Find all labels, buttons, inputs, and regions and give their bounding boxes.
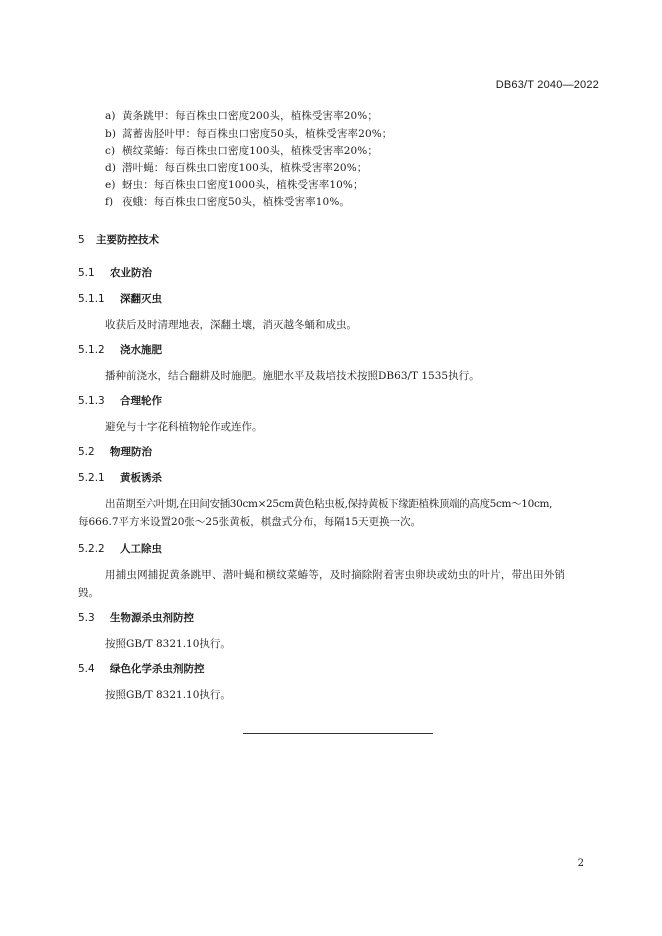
section-title: 浇水施肥	[120, 344, 162, 356]
list-item	[105, 108, 378, 123]
section-heading	[78, 444, 152, 459]
list-text: 黄条跳甲：每百株虫口密度200头，植株受害率20%；	[122, 110, 378, 122]
list-item	[105, 160, 367, 175]
list-marker: b)	[105, 128, 117, 140]
paragraph: 按照GB/T 8321.10执行。	[105, 689, 231, 701]
section-heading	[78, 232, 159, 247]
section-title: 合理轮作	[120, 395, 162, 407]
list-text: 潜叶蝇：每百株虫口密度100头，植株受害率20%；	[122, 162, 368, 174]
paragraph-line: 毁。	[78, 587, 99, 599]
section-heading	[78, 541, 162, 556]
section-heading	[78, 291, 162, 306]
section-number: 5.2.2	[78, 543, 105, 555]
paragraph-line: 出苗期至六叶期,在田间安插30cm×25cm黄色粘虫板,保持黄板下缘距植株顶端的高度5cm～10cm,	[105, 498, 553, 510]
paragraph: 按照GB/T 8321.10执行。	[105, 638, 231, 650]
section-number: 5.1.2	[78, 344, 105, 356]
section-number: 5.1.3	[78, 395, 105, 407]
list-item	[105, 143, 378, 158]
section-number: 5.1.1	[78, 293, 105, 305]
section-number: 5.1	[78, 267, 95, 279]
list-text: 蒿蓄齿胫叶甲：每百株虫口密度50头，植株受害率20%；	[122, 128, 393, 140]
section-title: 物理防治	[110, 446, 152, 458]
list-marker: c)	[105, 145, 116, 157]
section-title: 黄板诱杀	[120, 472, 162, 484]
paragraph: 避免与十字花科植物轮作或连作。	[105, 421, 263, 433]
list-text: 蚜虫：每百株虫口密度1000头，植株受害率10%；	[122, 179, 364, 191]
list-marker: a)	[105, 110, 116, 122]
paragraph-line: 用捕虫网捕捉黄条跳甲、潜叶蝇和横纹菜蝽等，及时摘除附着害虫卵块或幼虫的叶片，带出田外销	[105, 569, 566, 581]
section-heading	[78, 661, 205, 676]
paragraph: 收获后及时清理地表，深翻土壤，消灭越冬蛹和成虫。	[105, 319, 357, 331]
document-code: DB63/T 2040—2022	[495, 79, 599, 91]
list-text: 夜蛾：每百株虫口密度50头，植株受害率10%。	[122, 196, 350, 208]
section-number: 5.2.1	[78, 472, 105, 484]
paragraph: 播种前浇水，结合翻耕及时施肥。施肥水平及栽培技术按照DB63/T 1535执行。	[105, 370, 480, 382]
list-item	[105, 177, 364, 192]
section-number: 5	[78, 234, 85, 246]
list-marker: d)	[105, 162, 117, 174]
list-marker: e)	[105, 179, 116, 191]
list-text: 横纹菜蝽：每百株虫口密度100头，植株受害率20%；	[122, 145, 378, 157]
end-rule	[243, 733, 433, 734]
section-number: 5.2	[78, 446, 95, 458]
section-heading	[78, 265, 152, 280]
list-item	[105, 194, 350, 209]
section-heading	[78, 470, 162, 485]
section-heading	[78, 393, 162, 408]
section-title: 绿色化学杀虫剂防控	[110, 663, 205, 675]
section-title: 人工除虫	[120, 543, 162, 555]
section-title: 主要防控技术	[96, 234, 159, 246]
section-title: 生物源杀虫剂防控	[110, 612, 194, 624]
section-heading	[78, 610, 194, 625]
section-heading	[78, 342, 162, 357]
list-item	[105, 126, 392, 141]
section-title: 农业防治	[110, 267, 152, 279]
section-number: 5.3	[78, 612, 95, 624]
section-number: 5.4	[78, 663, 95, 675]
list-marker: f)	[105, 196, 114, 208]
page-number: 2	[577, 858, 584, 869]
section-title: 深翻灭虫	[120, 293, 162, 305]
paragraph-line: 每666.7平方米设置20张～25张黄板，棋盘式分布，每隔15天更换一次。	[78, 516, 422, 528]
